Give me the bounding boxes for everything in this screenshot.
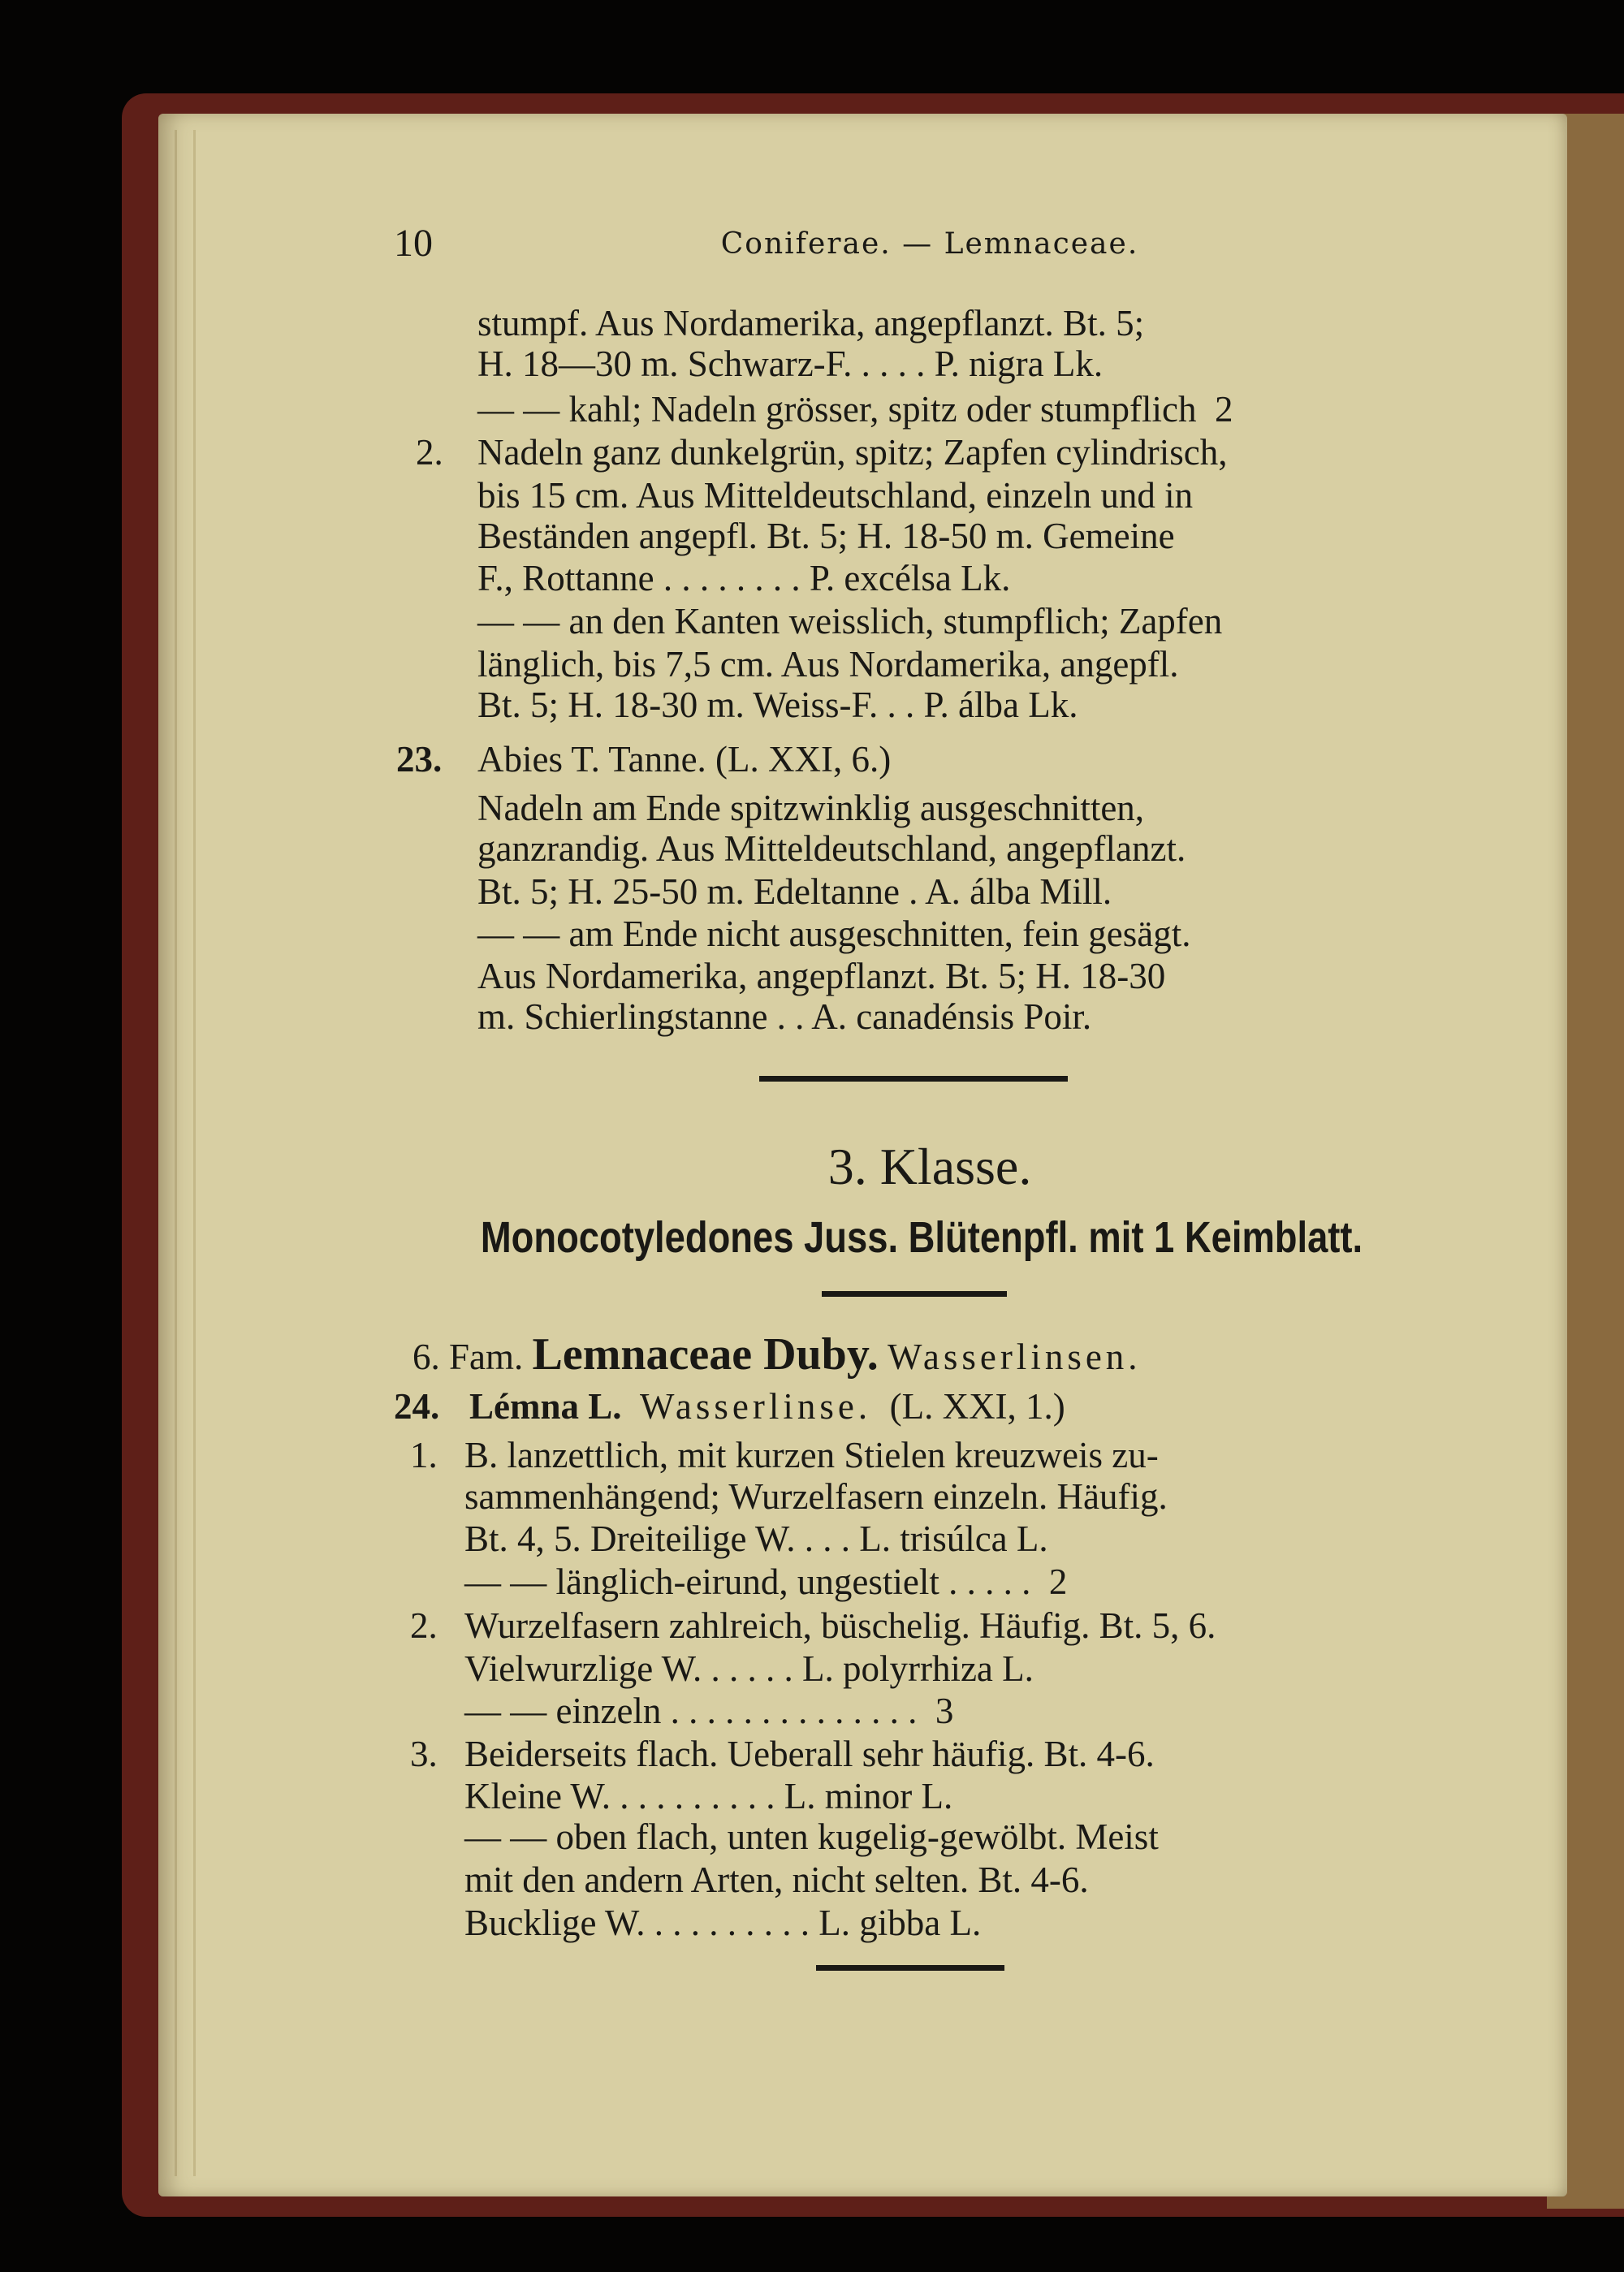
family-common: Wasserlinsen. (887, 1337, 1142, 1377)
section-divider (822, 1291, 1007, 1297)
page-header (394, 221, 1466, 270)
text-line: bis 15 cm. Aus Mitteldeutschland, einzeln und in (477, 475, 1194, 516)
text-line: m. Schierlingstanne . . A. canadénsis Poir. (477, 996, 1092, 1037)
key-line: — — oben flach, unten kugelig-gewölbt. Meist (464, 1816, 1159, 1857)
text-line: Aus Nordamerika, angepflanzt. Bt. 5; H. 18-30 (477, 956, 1166, 996)
key-number: 1. (410, 1435, 438, 1475)
key-line: Beiderseits flach. Ueberall sehr häufig. Bt. 4-6. (464, 1734, 1155, 1774)
key-line: Vielwurzlige W. . . . . . L. polyrrhiza L. (464, 1648, 1034, 1689)
key-number: 2. (410, 1605, 438, 1646)
family-heading (412, 1330, 1142, 1379)
key-number: 2. (416, 432, 443, 473)
text-line: Beständen angepfl. Bt. 5; H. 18-50 m. Gemeine (477, 516, 1175, 556)
genus-name: Lémna L. (469, 1386, 622, 1427)
page-edges (175, 130, 196, 2176)
page-number: 10 (394, 222, 433, 265)
key-line: Wurzelfasern zahlreich, büschelig. Häufig. Bt. 5, 6. (464, 1605, 1216, 1646)
genus-common: Wasserlinse. (640, 1386, 872, 1427)
genus-number: 24. (394, 1386, 440, 1427)
genus-number: 23. (396, 739, 443, 780)
text-line: Nadeln am Ende spitzwinklig ausgeschnitten, (477, 788, 1145, 828)
text-line: — — an den Kanten weisslich, stumpflich; Zapfen (477, 601, 1223, 641)
key-line: Kleine W. . . . . . . . . . L. minor L. (464, 1776, 953, 1816)
key-line: Bucklige W. . . . . . . . . . L. gibba L. (464, 1903, 982, 1943)
text-line: — — am Ende nicht ausgeschnitten, fein gesägt. (477, 914, 1191, 954)
class-subtitle: Monocotyledones Juss. Blütenpfl. mit 1 Keimblatt. (480, 1213, 1363, 1262)
section-divider (816, 1965, 1004, 1971)
key-line: — — einzeln . . . . . . . . . . . . . . 3 (464, 1691, 954, 1731)
key-line: B. lanzettlich, mit kurzen Stielen kreuzweis zu- (464, 1435, 1159, 1475)
text-line: H. 18—30 m. Schwarz-F. . . . . P. nigra Lk. (477, 343, 1104, 384)
key-line: sammenhängend; Wurzelfasern einzeln. Häufig. (464, 1476, 1168, 1517)
key-number: 3. (410, 1734, 438, 1774)
genus-line: Abies T. Tanne. (L. XXI, 6.) (477, 739, 892, 780)
text-line: Nadeln ganz dunkelgrün, spitz; Zapfen cylindrisch, (477, 432, 1228, 473)
family-name: Lemnaceae Duby. (532, 1329, 879, 1380)
running-title: Coniferae. — Lemnaceae. (720, 227, 1139, 261)
genus-ref: (L. XXI, 1.) (889, 1386, 1065, 1427)
key-line: Bt. 4, 5. Dreiteilige W. . . . L. trisúlca L. (464, 1518, 1048, 1559)
text-line: länglich, bis 7,5 cm. Aus Nordamerika, angepfl. (477, 644, 1179, 685)
class-title: 3. Klasse. (827, 1138, 1032, 1195)
key-line: mit den andern Arten, nicht selten. Bt. 4-6. (464, 1859, 1089, 1900)
text-line: ganzrandig. Aus Mitteldeutschland, angepflanzt. (477, 828, 1186, 869)
text-line: Bt. 5; H. 18-30 m. Weiss-F. . . P. álba Lk. (477, 685, 1078, 725)
text-line: Bt. 5; H. 25-50 m. Edeltanne . A. álba Mill. (477, 871, 1112, 912)
section-divider (759, 1076, 1068, 1082)
text-line: stumpf. Aus Nordamerika, angepflanzt. Bt. 5; (477, 303, 1145, 343)
key-line: — — länglich-eirund, ungestielt . . . . . 2 (464, 1561, 1068, 1602)
family-prefix: 6. Fam. (412, 1337, 524, 1377)
text-line: F., Rottanne . . . . . . . . P. excélsa Lk. (477, 558, 1011, 598)
genus-heading (469, 1382, 1065, 1431)
text-line: — — kahl; Nadeln grösser, spitz oder stumpflich 2 (477, 389, 1233, 430)
